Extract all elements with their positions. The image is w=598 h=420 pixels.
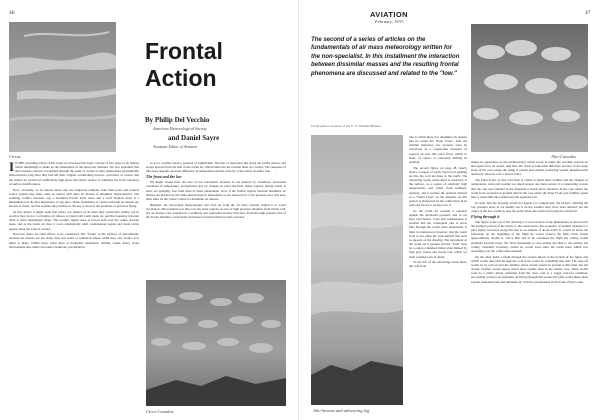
photo-credit-note: Cloud photos courtesy of the U. S. Weather Bureau — [311, 124, 381, 128]
section-heading-flying-through-it: Flying through it — [471, 213, 500, 219]
page-number-left: 46 — [9, 10, 15, 16]
drop-cap: I — [9, 161, 15, 174]
author1-byline: By Philip Del Vecchio — [145, 116, 210, 124]
author2-affiliation: Assistant Editor of Aviation — [153, 144, 198, 149]
article-column-4 — [471, 160, 588, 412]
running-head-title: AVIATION — [370, 10, 408, 19]
photo-altocumulus — [471, 24, 588, 152]
article-title-line1: Frontal — [145, 38, 223, 64]
caption-cirrocumulus: Cirro-Cumulus — [146, 409, 174, 414]
column4-paragraph: makes its appearance as the northwesterly winds sweep in under the receding tropical air and again force its ascent. And here the result is somewhat different: because of the steep slope of the cold wedge the rising is violent and sudden, producing squalls, thunderstorms and heavy showers over a narrow band. — [471, 160, 588, 177]
column4-paragraph: In order that the drawing would not appear too complicated, the isobars, defining the low pressure areas as we usually see it on the weather map, have been omitted; but the center of the low would be near the point where the warm front joins the cold front. — [471, 200, 588, 213]
column3-paragraph: As the warm air ascends it expands against the decreased pressure, and as we have said before, cools and condensation is reached and the consequent rain or snow falls through the colder mass underneath. It must be understood, however, that the warm front is not often the well-defined line such as appears on the drawing. The movement of the warm air is gradual and the "front" may be a region a hundred miles wide marked by long gray stratus and steady rain, which we shall consider later in detail. — [409, 208, 467, 259]
column2-paragraph: We might reason thus: An area of low barometric pressure is one marked by cloudiness, horizontal variations of temperature, precipitation and, by changes in wind direction. Other regions, during winter at least, are generally free from most of these phenomena. Now, if the frontal regions between dissimilar air masses are marked by the same meteorological phenomena as are observed in a low pressure area, this area, then, must be the contact centre for dissimilar air masses. — [146, 180, 286, 201]
running-head-date: February, 1933 — [375, 19, 403, 24]
column1-paragraph: However, there are other effects to be considered. The "fronts" at the surfaces of discontinuity between air masses are not sharp lines but zones of transition whose width may vary from a few miles to many. Within these zones there is frequently turbulence, shifting winds, heavy cloud development and, under favorable conditions, precipitation. — [9, 232, 139, 249]
column4-paragraph: The Polar Front, as this cold front is called, is much more definite and the changes in temperature, wind and weather are much steeper and more severe. It is interesting to note that the rain area (shaded in the diagram) is much more extensive in the case where the warm front ascension is gradual than in the case where the Polar Front (our familiar squall line or wind-shift line) rushes into the equatorial air. — [471, 178, 588, 199]
column1-paragraph: At first glance it might seem that where two masses of air meet they would mix readily, but in practice they do not. Cold dense air refuses to blend with warm moist air, and the boundary between them is often surprisingly sharp. The warmer, lighter mass is forced aloft over the colder, heavier mass, and as the warm air rises it cools adiabatically until condensation begins and cloud forms appear along the zone of contact. — [9, 209, 139, 231]
right-page — [299, 0, 598, 420]
article-column-3 — [409, 135, 467, 410]
column3-paragraph: The second figure on page 48 clearly shows a tongue of warm tropical air pushing up into the cold air mass to the north. The advancing warm, moist mass is observed, at the surface, as a region of relatively high temperatures and winds from southerly quarters, and it reaches the position marked as a "Warm Front" on the diagram. At this point it is obstructed by the colder mass in its path and forced to ascend over it. — [409, 165, 467, 208]
column3-paragraph: line at which these two dissimilar air masses met he called the "Polar Front." And our familiar migratory low pressure areas he conceived as a tongue-like intrusion of tropical air into this polar front, which in itself, of course, is constantly shifting its position. — [409, 135, 467, 164]
article-title-line2: Action — [145, 65, 217, 91]
article-intro: The second of a series of articles on the fundamentals of air mass meteorology written for the non-specialist. In this installment the interaction between dissimilar masses and the resulting frontal phenomena are discussed and related to the "low." — [311, 37, 460, 77]
column3-paragraph: To the left of the advancing warm mass, the cold front — [409, 260, 467, 269]
photo-altostratus — [311, 135, 403, 405]
article-column-1 — [9, 161, 139, 416]
column4-paragraph: The figure at the top of the drawing is a cross-section of the phenomena as observed in the northern portion of the storm, or the warm sector. The sequence of weather changes to a pilot flying westward along this line at an altitude of about 6,000 ft. would be about the following: At the beginning of the flight he would observe the high cirrus clouds approximately 30,000 ft. above him and as he continued his flight the ceiling would gradually become lower, the cirrus thickening to cirro-stratus and then to alto-stratus, the ceiling constantly lowering—where he would soon enter the warm mass which was ascending over the colder mass beneath. — [471, 219, 588, 253]
column2-paragraph: Bjerknes, the Norwegian meteorologist who first set forth the air mass concept, linked it to world circulation. His postulate was that over the polar regions an area of high pressure obtained, from which cold, dry air masses were expelled in a southerly and somewhat easterly direction. From the high pressure belt of the Trades latitudes, warm moist air masses traveled northward and eastward. — [146, 202, 286, 220]
section-heading-front-and-low: The front and the low — [146, 174, 182, 180]
running-head — [299, 10, 479, 24]
column4-paragraph: On the other hand, a flight through the section shown at the bottom of the figure and which would take him through the cold front would be something like this: The take-off would be in cold air and the familiar cirrus clouds would be present at this time, but the cloudy weather would appear much more rapidly than in the former case. There would soon be a rather abrupt transition from the clear cold to a soggy overcast condition, proceeding to heavy precipitation. In flying through this section the pilot would likely meet squalls, thunderstorms and turbulent air, with the precipitation in the form of heavy rain. — [471, 254, 588, 284]
page-number-right: 47 — [585, 10, 591, 16]
author2-byline: and Daniel Sayre — [168, 134, 220, 142]
caption-altostratus: Alto-Stratus and advancing fog — [313, 408, 370, 413]
column1-paragraph: Now, obviously, as air masses move into the temperate latitudes from their polar and tropical source regions they must come in contact with other air masses of dissimilar characteristics. The resulting conflict between, say, a Northern Pacific Polar mass and a Gulf Tropical mass is a phenomenon of the first importance to any pilot. These boundaries of contact between air masses are known as fronts, and the weather they produce is the key to most of the problems of practical flying. — [9, 187, 139, 209]
photo-cirrus — [9, 22, 116, 152]
caption-altocumulus: Alto-Cumulus — [551, 154, 577, 159]
column1-paragraph: N THE preceding article of this series we developed the basic concept of four types of air masses which intermingle to make up the atmosphere of the non-polar latitudes. We also explained that these masses could be recognized through the study of certain of their temperature and humidity characteristics long after they had left their original conditioning sources—provided, of course, that the studies be carried out sufficiently high above the earth's surface to eliminate the local variations of surface modifications. — [9, 161, 139, 186]
author1-affiliation: American Meteorological Society — [153, 126, 207, 131]
column2-paragraph: so as to oscillate about a position of equilibrium. The line of separation lies along the earth's surface and slopes upward from the side of the colder air, which undercuts the warmer mass as a wedge. The steepness of this slope depends upon the difference in temperature and the velocity of the winds on either side. — [146, 161, 286, 174]
photo-cirrocumulus — [146, 280, 286, 406]
caption-cirrus: Cirrus — [9, 154, 21, 159]
article-column-2 — [146, 161, 286, 277]
